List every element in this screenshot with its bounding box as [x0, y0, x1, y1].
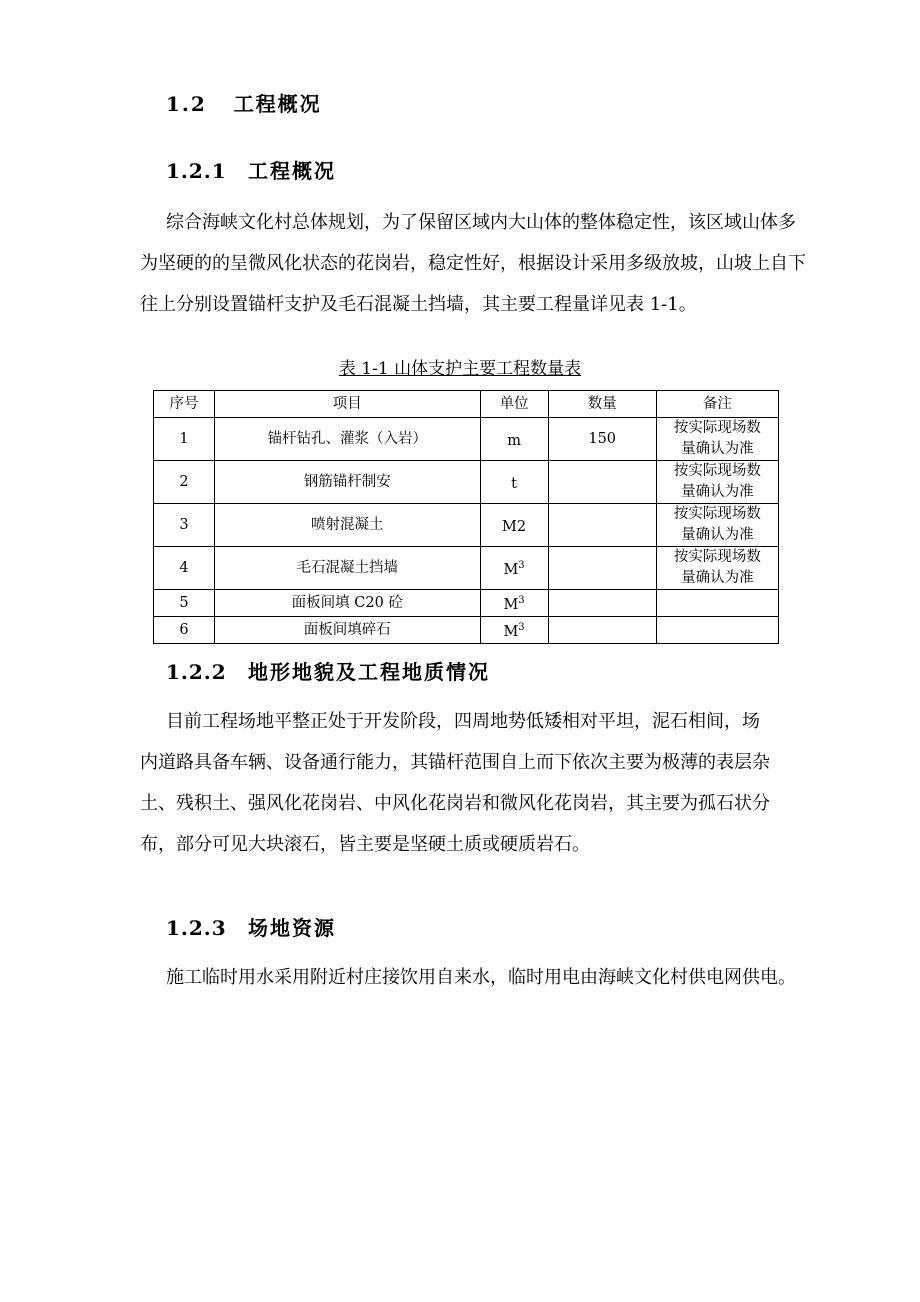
header-cell: 序号 [154, 391, 215, 418]
header-cell: 备注 [656, 391, 778, 418]
row-unit: M2 [480, 504, 548, 547]
header-cell: 数量 [548, 391, 656, 418]
paragraph-line: 往上分别设置锚杆支护及毛石混凝土挡墙，其主要工程量详见表 1-1。 [140, 294, 697, 315]
row-quantity [548, 504, 656, 547]
row-remark [656, 617, 778, 644]
row-item: 锚杆钻孔、灌浆（入岩） [215, 418, 480, 461]
row-number: 6 [154, 617, 215, 644]
section-heading [166, 88, 322, 117]
row-item: 面板间填碎石 [215, 617, 480, 644]
section-title: 工程概况 [233, 92, 322, 116]
table-row [154, 418, 779, 461]
row-item: 面板间填 C20 砼 [215, 590, 480, 617]
row-item: 喷射混凝土 [215, 504, 480, 547]
table-row [154, 461, 779, 504]
subsection-heading-1 [166, 155, 336, 184]
subsection-number: 1.2.3 [166, 916, 227, 940]
quantity-table [153, 390, 779, 644]
row-number: 1 [154, 418, 215, 461]
header-cell: 项目 [215, 391, 480, 418]
row-remark: 按实际现场数 量确认为准 [656, 504, 778, 547]
subsection-number: 1.2.2 [166, 660, 227, 684]
row-number: 3 [154, 504, 215, 547]
paragraph-line: 布，部分可见大块滚石，皆主要是坚硬土质或硬质岩石。 [140, 834, 590, 855]
subsection-title: 场地资源 [248, 916, 336, 940]
subsection-heading-2 [166, 656, 490, 685]
table-row [154, 590, 779, 617]
row-quantity [548, 617, 656, 644]
row-unit: $M^3$ [480, 547, 548, 590]
header-cell: 单位 [480, 391, 548, 418]
resources-paragraph [140, 957, 830, 998]
row-unit: t [480, 461, 548, 504]
table-row [154, 617, 779, 644]
paragraph-line: 综合海峡文化村总体规划，为了保留区域内大山体的整体稳定性，该区域山体多 [166, 212, 796, 233]
table-row [154, 504, 779, 547]
row-unit: m [480, 418, 548, 461]
row-quantity: 150 [548, 418, 656, 461]
row-remark: 按实际现场数 量确认为准 [656, 547, 778, 590]
row-number: 5 [154, 590, 215, 617]
paragraph-line: 内道路具备车辆、设备通行能力，其锚杆范围自上而下依次主要为极薄的表层杂 [140, 752, 770, 773]
geology-paragraph [140, 701, 810, 865]
row-unit: $M^3$ [480, 590, 548, 617]
overview-paragraph [140, 202, 810, 325]
row-remark: 按实际现场数 量确认为准 [656, 461, 778, 504]
row-item: 毛石混凝土挡墙 [215, 547, 480, 590]
row-number: 2 [154, 461, 215, 504]
row-number: 4 [154, 547, 215, 590]
row-unit: $M^3$ [480, 617, 548, 644]
subsection-number: 1.2.1 [166, 159, 227, 183]
row-quantity [548, 547, 656, 590]
subsection-title: 工程概况 [248, 159, 336, 183]
table-header-row [154, 391, 779, 418]
paragraph-line: 土、残积土、强风化花岗岩、中风化花岗岩和微风化花岗岩，其主要为孤石状分 [140, 793, 770, 814]
subsection-heading-3 [166, 912, 336, 941]
row-remark: 按实际现场数 量确认为准 [656, 418, 778, 461]
row-quantity [548, 461, 656, 504]
row-remark [656, 590, 778, 617]
row-quantity [548, 590, 656, 617]
table-row [154, 547, 779, 590]
paragraph-line: 施工临时用水采用附近村庄接饮用自来水，临时用电由海峡文化村供电网供电。 [166, 967, 796, 988]
subsection-title: 地形地貌及工程地质情况 [248, 660, 490, 684]
row-item: 钢筋锚杆制安 [215, 461, 480, 504]
paragraph-line: 目前工程场地平整正处于开发阶段，四周地势低矮相对平坦，泥石相间，场 [166, 711, 760, 732]
paragraph-line: 为坚硬的的呈微风化状态的花岗岩，稳定性好，根据设计采用多级放坡，山坡上自下 [140, 253, 806, 274]
section-number: 1.2 [166, 92, 207, 116]
table-caption: 表 1-1 山体支护主要工程数量表 [338, 359, 582, 379]
